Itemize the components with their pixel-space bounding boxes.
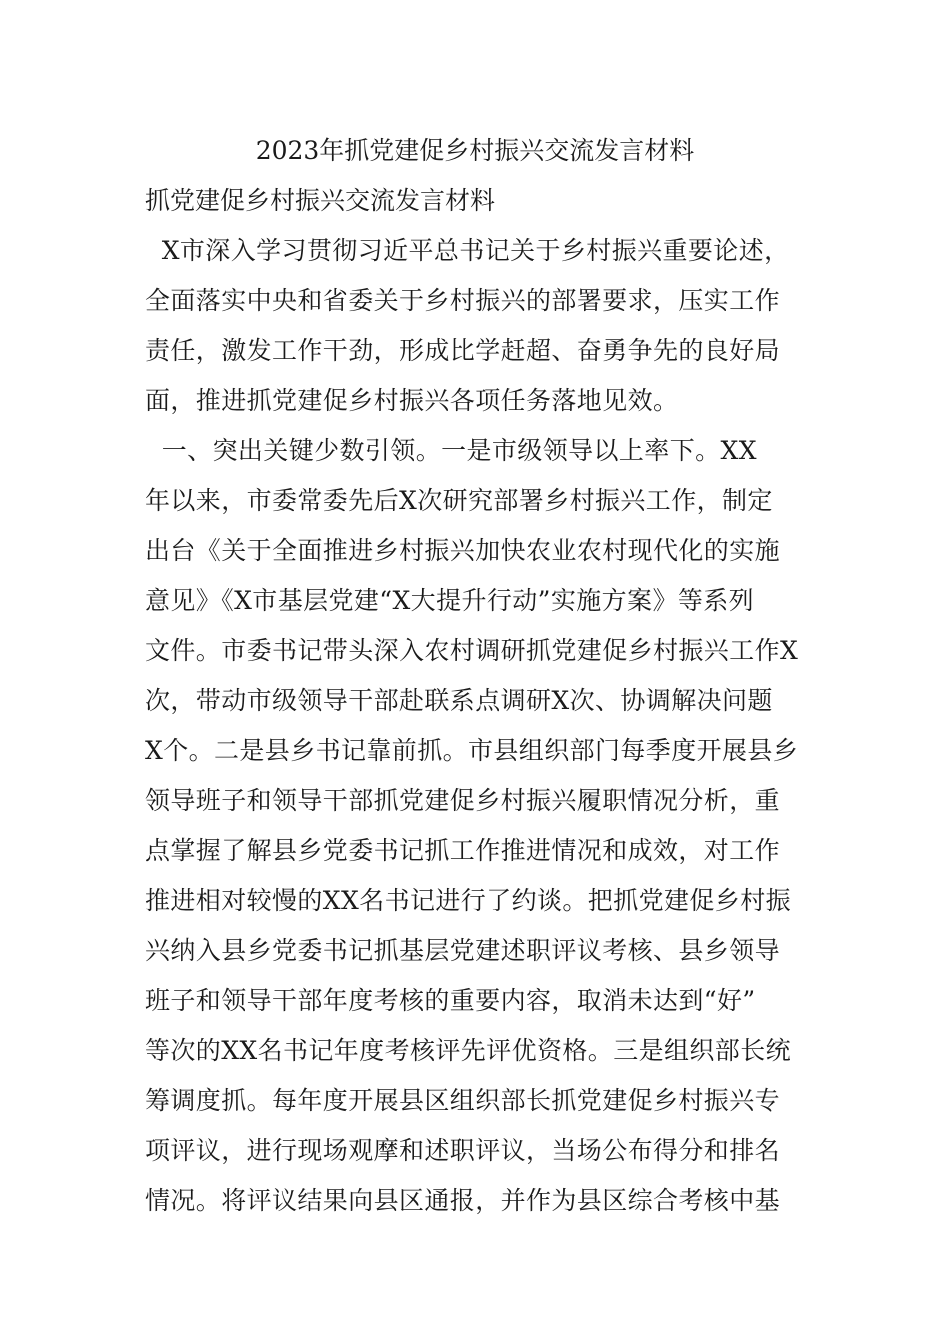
document-title: 2023年抓党建促乡村振兴交流发言材料: [255, 136, 695, 165]
paragraph-2-line: 情况。将评议结果向县区通报，并作为县区综合考核中基: [145, 1186, 781, 1215]
paragraph-2-line: 兴纳入县乡党委书记抓基层党建述职评议考核、县乡领导: [145, 936, 781, 965]
paragraph-2-line: 等次的XX名书记年度考核评先评优资格。三是组织部长统: [145, 1036, 791, 1065]
paragraph-1-line: 面，推进抓党建促乡村振兴各项任务落地见效。: [145, 386, 679, 415]
paragraph-1-line: X市深入学习贯彻习近平总书记关于乡村振兴重要论述，: [145, 236, 790, 265]
paragraph-2-line: 筹调度抓。每年度开展县区组织部长抓党建促乡村振兴专: [145, 1086, 781, 1115]
document-subtitle: 抓党建促乡村振兴交流发言材料: [145, 186, 496, 215]
paragraph-2-line: 出台《关于全面推进乡村振兴加快农业农村现代化的实施: [145, 536, 781, 565]
paragraph-2-line: X个。二是县乡书记靠前抓。市县组织部门每季度开展县乡: [145, 736, 799, 765]
paragraph-2-line: 意见》《X市基层党建“X大提升行动”实施方案》等系列: [145, 586, 755, 615]
paragraph-1-line: 全面落实中央和省委关于乡村振兴的部署要求，压实工作: [145, 286, 781, 315]
paragraph-2-line: 班子和领导干部年度考核的重要内容，取消未达到“好”: [145, 986, 756, 1015]
paragraph-2-line: 推进相对较慢的XX名书记进行了约谈。把抓党建促乡村振: [145, 886, 791, 915]
paragraph-2-line: 领导班子和领导干部抓党建促乡村振兴履职情况分析，重: [145, 786, 781, 815]
paragraph-2-line: 次，带动市级领导干部赴联系点调研X次、协调解决问题: [145, 686, 773, 715]
paragraph-2-line: 一、突出关键少数引领。一是市级领导以上率下。XX: [145, 436, 757, 465]
paragraph-1-line: 责任，激发工作干劲，形成比学赶超、奋勇争先的良好局: [145, 336, 781, 365]
paragraph-2-line: 项评议，进行现场观摩和述职评议，当场公布得分和排名: [145, 1136, 781, 1165]
paragraph-2-line: 点掌握了解县乡党委书记抓工作推进情况和成效，对工作: [145, 836, 781, 865]
paragraph-2-line: 年以来，市委常委先后X次研究部署乡村振兴工作，制定: [145, 486, 773, 515]
paragraph-2-line: 文件。市委书记带头深入农村调研抓党建促乡村振兴工作X: [145, 636, 799, 665]
